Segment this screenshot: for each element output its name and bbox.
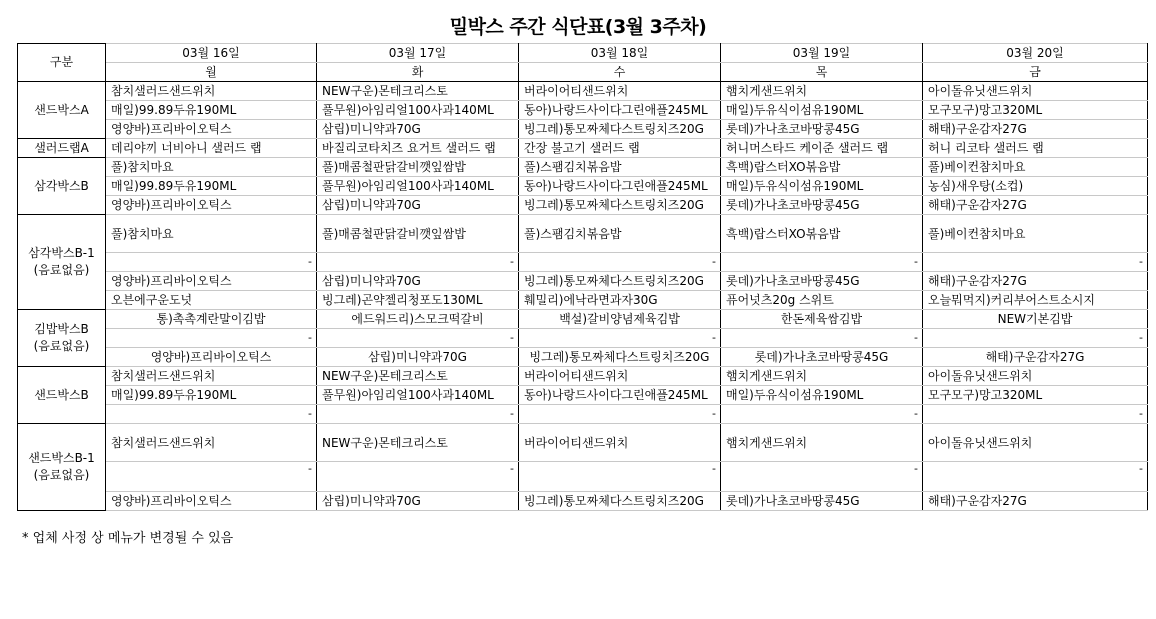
menu-item-cell: 풀)매콤철판닭갈비깻잎쌈밥: [317, 158, 519, 177]
menu-item-cell: 퓨어넛츠20g 스위트: [721, 291, 923, 310]
empty-cell: -: [317, 405, 519, 424]
menu-item-cell: 매일)99.89두유190ML: [106, 386, 317, 405]
category-cell: 샌드박스B: [18, 367, 106, 424]
menu-item-cell: 풀)스팸김치볶음밥: [519, 158, 721, 177]
empty-cell: -: [106, 329, 317, 348]
menu-item-cell: 해태)구운감자27G: [923, 348, 1148, 367]
menu-item-cell: NEW구운)몬테크리스토: [317, 82, 519, 101]
menu-item-cell: 오븐에구운도넛: [106, 291, 317, 310]
menu-item-cell: 버라이어티샌드위치: [519, 82, 721, 101]
date-cell: 03월 19일: [721, 44, 923, 63]
menu-item-cell: 동아)나랑드사이다그린애플245ML: [519, 386, 721, 405]
menu-item-cell: 매일)99.89두유190ML: [106, 101, 317, 120]
empty-cell: -: [923, 253, 1148, 272]
category-cell: 샌드박스A: [18, 82, 106, 139]
menu-item-cell: 데리야끼 너비아니 샐러드 랩: [106, 139, 317, 158]
menu-item-cell: NEW기본김밥: [923, 310, 1148, 329]
menu-item-cell: 매일)두유식이섬유190ML: [721, 177, 923, 196]
menu-item-cell: 햄치게샌드위치: [721, 367, 923, 386]
menu-item-cell: 롯데)가나초코바땅콩45G: [721, 348, 923, 367]
page-title: 밀박스 주간 식단표(3월 3주차): [449, 16, 707, 38]
menu-item-cell: 햄치게샌드위치: [721, 82, 923, 101]
menu-item-cell: 영양바)프리바이오틱스: [106, 272, 317, 291]
empty-cell: -: [106, 405, 317, 424]
menu-item-cell: 바질리코타치즈 요거트 샐러드 랩: [317, 139, 519, 158]
menu-item-cell: 빙그레)통모짜체다스트링치즈20G: [519, 492, 721, 511]
menu-row: [18, 177, 1148, 196]
empty-cell: -: [923, 462, 1148, 492]
menu-item-cell: 버라이어티샌드위치: [519, 367, 721, 386]
menu-item-cell: 간장 불고기 샐러드 랩: [519, 139, 721, 158]
day-cell: 화: [317, 63, 519, 82]
menu-row: [18, 120, 1148, 139]
menu-item-cell: 참치샐러드샌드위치: [106, 424, 317, 462]
menu-item-cell: 빙그레)통모짜체다스트링치즈20G: [519, 348, 721, 367]
header-date-row: [18, 44, 1148, 63]
empty-cell: -: [923, 405, 1148, 424]
menu-item-cell: 통)촉촉계란말이김밥: [106, 310, 317, 329]
category-cell: 김밥박스B (음료없음): [18, 310, 106, 367]
menu-item-cell: 참치샐러드샌드위치: [106, 82, 317, 101]
menu-item-cell: 한돈제육쌈김밥: [721, 310, 923, 329]
menu-item-cell: 롯데)가나초코바땅콩45G: [721, 196, 923, 215]
menu-row: [18, 310, 1148, 329]
menu-item-cell: 훼밀리)에낙라면과자30G: [519, 291, 721, 310]
day-cell: 금: [923, 63, 1148, 82]
menu-item-cell: 풀)매콤철판닭갈비깻잎쌈밥: [317, 215, 519, 253]
menu-item-cell: NEW구운)몬테크리스토: [317, 367, 519, 386]
menu-item-cell: 빙그레)통모짜체다스트링치즈20G: [519, 120, 721, 139]
menu-item-cell: 참치샐러드샌드위치: [106, 367, 317, 386]
menu-item-cell: 허니 리코타 샐러드 랩: [923, 139, 1148, 158]
empty-cell: -: [721, 329, 923, 348]
menu-item-cell: 아이돌유닛샌드위치: [923, 367, 1148, 386]
menu-item-cell: NEW구운)몬테크리스토: [317, 424, 519, 462]
day-cell: 목: [721, 63, 923, 82]
menu-item-cell: 영양바)프리바이오틱스: [106, 348, 317, 367]
menu-item-cell: 삼립)미니약과70G: [317, 120, 519, 139]
day-cell: 월: [106, 63, 317, 82]
menu-item-cell: 롯데)가나초코바땅콩45G: [721, 492, 923, 511]
menu-item-cell: 풀)참치마요: [106, 215, 317, 253]
menu-item-cell: 롯데)가나초코바땅콩45G: [721, 120, 923, 139]
menu-row: [18, 196, 1148, 215]
menu-row: [18, 329, 1148, 348]
menu-item-cell: 풀)참치마요: [106, 158, 317, 177]
menu-item-cell: 빙그레)통모짜체다스트링치즈20G: [519, 196, 721, 215]
empty-cell: -: [721, 462, 923, 492]
empty-cell: -: [519, 462, 721, 492]
menu-row: [18, 367, 1148, 386]
menu-item-cell: 해태)구운감자27G: [923, 120, 1148, 139]
menu-item-cell: 영양바)프리바이오틱스: [106, 492, 317, 511]
empty-cell: -: [519, 329, 721, 348]
menu-row: [18, 82, 1148, 101]
menu-item-cell: 에드워드리)스모크떡갈비: [317, 310, 519, 329]
menu-row: [18, 405, 1148, 424]
menu-item-cell: 버라이어티샌드위치: [519, 424, 721, 462]
menu-row: [18, 215, 1148, 253]
empty-cell: -: [317, 329, 519, 348]
category-cell: 샌드박스B-1 (음료없음): [18, 424, 106, 511]
date-cell: 03월 16일: [106, 44, 317, 63]
menu-row: [18, 272, 1148, 291]
category-cell: 삼각박스B-1 (음료없음): [18, 215, 106, 310]
menu-item-cell: 모구모구)망고320ML: [923, 386, 1148, 405]
menu-row: [18, 291, 1148, 310]
menu-item-cell: 삼립)미니약과70G: [317, 348, 519, 367]
menu-item-cell: 삼립)미니약과70G: [317, 272, 519, 291]
menu-item-cell: 영양바)프리바이오틱스: [106, 196, 317, 215]
footnote: * 업체 사정 상 메뉴가 변경될 수 있음: [22, 531, 234, 546]
menu-item-cell: 아이돌유닛샌드위치: [923, 82, 1148, 101]
menu-item-cell: 빙그레)곤약젤리청포도130ML: [317, 291, 519, 310]
empty-cell: -: [519, 253, 721, 272]
menu-item-cell: 해태)구운감자27G: [923, 492, 1148, 511]
menu-item-cell: 모구모구)망고320ML: [923, 101, 1148, 120]
empty-cell: -: [721, 405, 923, 424]
empty-cell: -: [721, 253, 923, 272]
menu-item-cell: 동아)나랑드사이다그린애플245ML: [519, 101, 721, 120]
menu-row: [18, 101, 1148, 120]
menu-item-cell: 해태)구운감자27G: [923, 196, 1148, 215]
menu-item-cell: 동아)나랑드사이다그린애플245ML: [519, 177, 721, 196]
menu-item-cell: 흑백)랍스터XO볶음밥: [721, 158, 923, 177]
menu-item-cell: 해태)구운감자27G: [923, 272, 1148, 291]
menu-item-cell: 농심)새우탕(소컵): [923, 177, 1148, 196]
menu-row: [18, 158, 1148, 177]
menu-item-cell: 풀)베이컨참치마요: [923, 215, 1148, 253]
menu-item-cell: 백설)갈비양념제육김밥: [519, 310, 721, 329]
empty-cell: -: [106, 253, 317, 272]
date-cell: 03월 18일: [519, 44, 721, 63]
category-header: 구분: [18, 44, 106, 82]
menu-item-cell: 풀무원)아임리얼100사과140ML: [317, 177, 519, 196]
menu-item-cell: 오늘뭐먹지)커리부어스트소시지: [923, 291, 1148, 310]
menu-item-cell: 햄치게샌드위치: [721, 424, 923, 462]
empty-cell: -: [106, 462, 317, 492]
category-cell: 삼각박스B: [18, 158, 106, 215]
menu-item-cell: 롯데)가나초코바땅콩45G: [721, 272, 923, 291]
category-cell: 샐러드랩A: [18, 139, 106, 158]
menu-item-cell: 영양바)프리바이오틱스: [106, 120, 317, 139]
menu-item-cell: 아이돌유닛샌드위치: [923, 424, 1148, 462]
empty-cell: -: [317, 462, 519, 492]
menu-item-cell: 흑백)랍스터XO볶음밥: [721, 215, 923, 253]
menu-item-cell: 풀무원)아임리얼100사과140ML: [317, 386, 519, 405]
menu-item-cell: 매일)두유식이섬유190ML: [721, 386, 923, 405]
menu-row: [18, 348, 1148, 367]
empty-cell: -: [317, 253, 519, 272]
menu-item-cell: 매일)두유식이섬유190ML: [721, 101, 923, 120]
empty-cell: -: [923, 329, 1148, 348]
menu-item-cell: 풀무원)아임리얼100사과140ML: [317, 101, 519, 120]
menu-item-cell: 삼립)미니약과70G: [317, 196, 519, 215]
menu-row: [18, 462, 1148, 492]
menu-item-cell: 삼립)미니약과70G: [317, 492, 519, 511]
weekly-menu-table: [17, 43, 1148, 511]
menu-row: [18, 139, 1148, 158]
header-day-row: [18, 63, 1148, 82]
menu-row: [18, 386, 1148, 405]
menu-row: [18, 492, 1148, 511]
menu-item-cell: 허니머스타드 케이준 샐러드 랩: [721, 139, 923, 158]
menu-row: [18, 253, 1148, 272]
menu-item-cell: 빙그레)통모짜체다스트링치즈20G: [519, 272, 721, 291]
date-cell: 03월 17일: [317, 44, 519, 63]
menu-row: [18, 424, 1148, 462]
menu-item-cell: 풀)베이컨참치마요: [923, 158, 1148, 177]
date-cell: 03월 20일: [923, 44, 1148, 63]
menu-item-cell: 매일)99.89두유190ML: [106, 177, 317, 196]
menu-item-cell: 풀)스팸김치볶음밥: [519, 215, 721, 253]
empty-cell: -: [519, 405, 721, 424]
day-cell: 수: [519, 63, 721, 82]
